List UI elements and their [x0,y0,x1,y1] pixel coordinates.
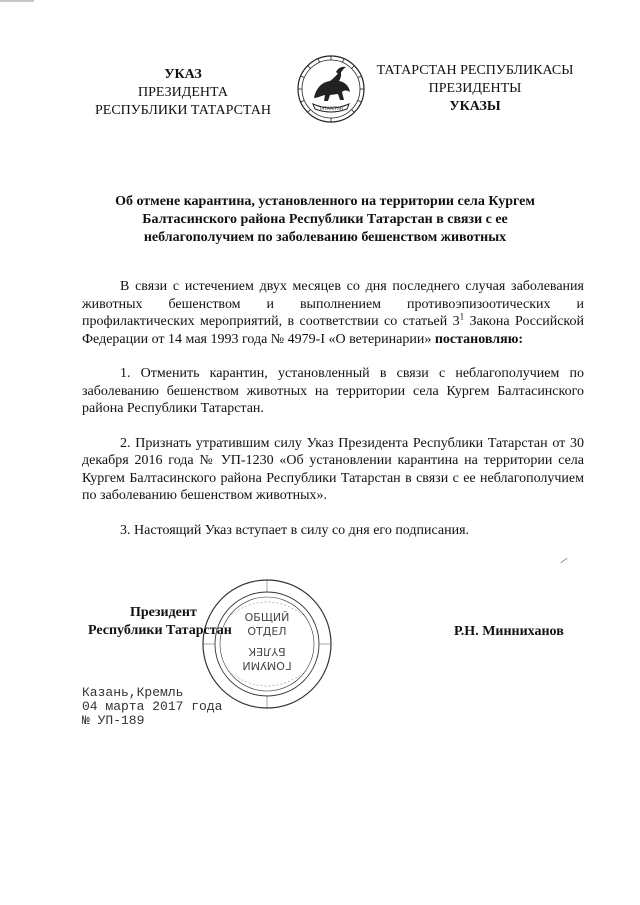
header-left-line2: ПРЕЗИДЕНТА [138,85,228,100]
scan-corner-mark [0,0,34,2]
signatory-title [88,604,248,640]
decree-body [82,278,584,539]
title-line2: Балтасинского района Республики Татарстан в связи с ее [142,212,508,227]
seal-line4: ГОМУМИ [242,659,292,672]
decree-item-2: 2. Признать утратившим силу Указ Президента Республики Татарстан от 30 декабря 2016 года № УП-1230 «Об установлении карантина на территории села Кургем Балтасинского района Республики Татарстан в связи с ее неблагополучием по заболеванию бешенством животных». [82,435,584,503]
decree-title [95,193,555,247]
issue-details [82,686,222,728]
seal-line1: ОБЩИЙ [244,611,290,624]
preamble-text-continued: Закона Российской Федерации от 14 мая 1993 года № 4979-I «О ветеринарии» [82,314,584,347]
header-right-line1: ТАТАРСТАН РЕСПУБЛИКАСЫ [376,63,574,78]
signatory-title-line2: Республики Татарстан [88,623,232,638]
header-left [78,66,288,120]
signatory-name: Р.Н. Минниханов [454,624,564,639]
issue-date: 04 марта 2017 года [82,699,223,714]
header-left-line1: УКАЗ [164,67,202,82]
title-line3: неблагополучием по заболеванию бешенством животных [143,230,507,245]
signatory-title-line1: Президент [130,605,197,620]
decree-word: постановляю: [434,331,524,347]
decree-item-3: 3. Настоящий Указ вступает в силу со дня его подписания. [120,522,470,538]
seal-line3: БҮЛЕК [248,645,286,658]
header-right-line3: УКАЗЫ [449,99,501,114]
pen-mark [560,558,567,563]
emblem-banner-text: ТАТАРСТАН [319,106,343,112]
seal-line2: ОТДЕЛ [247,625,287,638]
decree-item-1: 1. Отменить карантин, установленный в связи с неблагополучием по заболеванию бешенством животных на территории села Кургем Балтасинского района Республики Татарстан. [82,366,584,416]
issue-place: Казань,Кремль [82,685,184,700]
decree-number: № УП-189 [82,713,145,728]
header-right [350,62,600,116]
article-superscript: 1 [459,311,465,322]
title-line1: Об отмене карантина, установленного на территории села Кургем [115,194,535,209]
header-left-line3: РЕСПУБЛИКИ ТАТАРСТАН [94,103,271,118]
preamble-paragraph [82,278,584,348]
header-right-line2: ПРЕЗИДЕНТЫ [428,81,522,96]
preamble-text: В связи с истечением двух месяцев со дня последнего случая заболевания животных бешенством и выполнением противоэпизоотических и профилактических мероприятий, в соответствии со статьей 3 [82,279,584,329]
